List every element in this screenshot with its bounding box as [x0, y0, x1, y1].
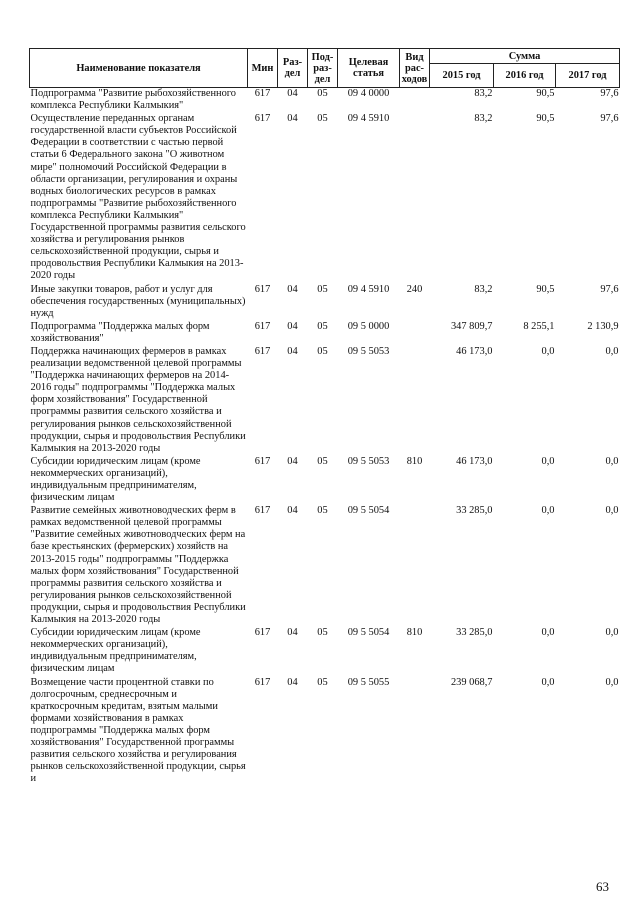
cell-name: Развитие семейных животноводческих ферм в рамках ведомственной целевой программы "Развитие семейных животноводческих ферм на базе крестьянских (фермерских) хозяйств на 2013-2015 годы" подпрограммы "Поддержка малых форм хозяйствования" Государственной программы развития сельского хозяйства и регулирования рынков сельскохозяйственной продукции, сырья и продовольствия Республики Калмыкия на 2013-2020 годы — [30, 505, 246, 626]
cell-min: 617 — [254, 455, 271, 467]
table-row — [30, 505, 620, 627]
cell-min: 617 — [254, 505, 271, 517]
cell-name: Подпрограмма "Поддержка малых форм хозяйствования" — [30, 320, 210, 344]
page-number: 63 — [596, 879, 609, 894]
cell-sum-2015: 83,2 — [474, 88, 493, 99]
cell-vid — [400, 346, 430, 456]
cell-podrazdel: 05 — [317, 627, 328, 639]
cell-sum-2016: 0,0 — [541, 505, 555, 517]
cell-name: Субсидии юридическим лицам (кроме некоммерческих организаций), индивидуальным предпринимателям, физическим лицам — [30, 627, 201, 675]
cell-name: Субсидии юридическим лицам (кроме некоммерческих организаций), индивидуальным предпринимателям, физическим лицам — [30, 455, 201, 504]
cell-razdel: 04 — [287, 320, 298, 332]
table-row — [30, 284, 620, 321]
cell-podrazdel: 05 — [317, 88, 328, 99]
cell-sum-2015: 347 809,7 — [450, 320, 493, 332]
cell-name: Иные закупки товаров, работ и услуг для обеспечения государственных (муниципальных) нужд — [30, 283, 246, 319]
col-header-sum: Сумма — [430, 49, 620, 64]
cell-min: 617 — [254, 676, 271, 688]
cell-target: 09 5 5054 — [347, 505, 390, 517]
cell-name: Подпрограмма "Развитие рыбохозяйственного комплекса Республики Калмыкия" — [30, 88, 236, 112]
cell-razdel: 04 — [287, 505, 298, 517]
cell-sum-2015: 46 173,0 — [456, 455, 493, 467]
cell-sum-2015: 83,2 — [474, 113, 493, 125]
budget-table — [29, 48, 620, 786]
cell-target: 09 5 5053 — [347, 455, 390, 467]
cell-vid — [400, 88, 430, 114]
cell-target: 09 5 5053 — [347, 345, 390, 357]
cell-sum-2016: 0,0 — [541, 345, 555, 357]
cell-sum-2016: 90,5 — [536, 283, 555, 295]
cell-sum-2017: 0,0 — [605, 627, 619, 639]
cell-sum-2016: 0,0 — [541, 627, 555, 639]
cell-target: 09 5 5055 — [347, 676, 390, 688]
table-row — [30, 346, 620, 456]
cell-razdel: 04 — [287, 283, 298, 295]
table-row — [30, 321, 620, 346]
cell-vid — [400, 505, 430, 627]
cell-sum-2017: 97,6 — [600, 113, 619, 125]
cell-name: Поддержка начинающих фермеров в рамках реализации ведомственной целевой программы "Поддержка начинающих фермеров на 2014-2016 годы" подпрограммы "Поддержка малых форм хозяйствования" Государственной программы развития сельского хозяйства и регулирования рынков сельскохозяйственной продукции, сырья и продовольствия Республики Калмыкия на 2013-2020 годы — [30, 345, 246, 454]
cell-podrazdel: 05 — [317, 676, 328, 688]
cell-razdel: 04 — [287, 455, 298, 467]
cell-name: Осуществление переданных органам государственной власти субъектов Российской Федерации в соответствии с частью первой статьи 6 Федерального закона "О животном мире" полномочий Российской Федерации в области организации, регулирования и охраны водных биологических ресурсов в рамках подпрограммы "Развитие рыбохозяйственного комплекса Республики Калмыкия" Государственной программы развития сельского хозяйства и регулирования рынков сельскохозяйственной продукции, сырья и продовольствия Республики Калмыкия на 2013-2020 годы — [30, 113, 246, 282]
col-header-target: Целевая статья — [338, 49, 400, 88]
cell-vid — [400, 113, 430, 283]
cell-podrazdel: 05 — [317, 283, 328, 295]
cell-sum-2017: 97,6 — [600, 283, 619, 295]
cell-podrazdel: 05 — [317, 113, 328, 125]
cell-vid: 240 — [406, 283, 423, 295]
cell-sum-2016: 90,5 — [536, 113, 555, 125]
cell-sum-2017: 0,0 — [605, 676, 619, 688]
col-header-min: Мин — [248, 49, 278, 88]
cell-razdel: 04 — [287, 676, 298, 688]
cell-target: 09 4 5910 — [347, 113, 390, 125]
cell-sum-2017: 97,6 — [600, 88, 619, 99]
cell-sum-2017: 0,0 — [605, 455, 619, 467]
cell-sum-2015: 46 173,0 — [456, 345, 493, 357]
cell-razdel: 04 — [287, 113, 298, 125]
cell-sum-2017: 0,0 — [605, 505, 619, 517]
cell-vid: 810 — [406, 455, 423, 467]
cell-sum-2015: 83,2 — [474, 283, 493, 295]
col-header-2016: 2016 год — [494, 64, 556, 88]
cell-razdel: 04 — [287, 627, 298, 639]
cell-sum-2017: 2 130,9 — [587, 320, 619, 332]
table-row — [30, 677, 620, 787]
cell-target: 09 5 5054 — [347, 627, 390, 639]
cell-min: 617 — [254, 88, 271, 99]
table-row — [30, 88, 620, 114]
cell-sum-2015: 33 285,0 — [456, 505, 493, 517]
cell-sum-2015: 33 285,0 — [456, 627, 493, 639]
table-row — [30, 456, 620, 505]
cell-sum-2015: 239 068,7 — [450, 676, 493, 688]
cell-name: Возмещение части процентной ставки по долгосрочным, среднесрочным и краткосрочным кредитам, взятым малыми формами хозяйствования в рамках подпрограммы "Поддержка малых форм хозяйствования" Государственной программы развития сельского хозяйства и регулирования рынков сельскохозяйственной продукции, сырья и — [30, 676, 246, 785]
cell-razdel: 04 — [287, 345, 298, 357]
cell-razdel: 04 — [287, 88, 298, 99]
cell-sum-2016: 8 255,1 — [523, 320, 555, 332]
cell-podrazdel: 05 — [317, 455, 328, 467]
cell-sum-2016: 0,0 — [541, 455, 555, 467]
cell-min: 617 — [254, 627, 271, 639]
col-header-podrazdel: Под- раз- дел — [308, 49, 338, 88]
cell-target: 09 4 5910 — [347, 283, 390, 295]
cell-sum-2017: 0,0 — [605, 345, 619, 357]
cell-podrazdel: 05 — [317, 345, 328, 357]
cell-podrazdel: 05 — [317, 320, 328, 332]
cell-vid — [400, 677, 430, 787]
cell-target: 09 4 0000 — [347, 88, 390, 99]
col-header-2015: 2015 год — [430, 64, 494, 88]
cell-min: 617 — [254, 113, 271, 125]
table-row — [30, 627, 620, 676]
cell-min: 617 — [254, 320, 271, 332]
cell-vid — [400, 321, 430, 346]
col-header-2017: 2017 год — [556, 64, 620, 88]
cell-sum-2016: 90,5 — [536, 88, 555, 99]
cell-target: 09 5 0000 — [347, 320, 390, 332]
table-body — [30, 88, 620, 787]
cell-sum-2016: 0,0 — [541, 676, 555, 688]
col-header-name: Наименование показателя — [30, 49, 248, 88]
cell-min: 617 — [254, 283, 271, 295]
cell-vid: 810 — [406, 627, 423, 639]
table-row — [30, 113, 620, 283]
table-header — [30, 49, 620, 88]
cell-min: 617 — [254, 345, 271, 357]
col-header-razdel: Раз- дел — [278, 49, 308, 88]
cell-podrazdel: 05 — [317, 505, 328, 517]
col-header-vid: Вид рас- ходов — [400, 49, 430, 88]
